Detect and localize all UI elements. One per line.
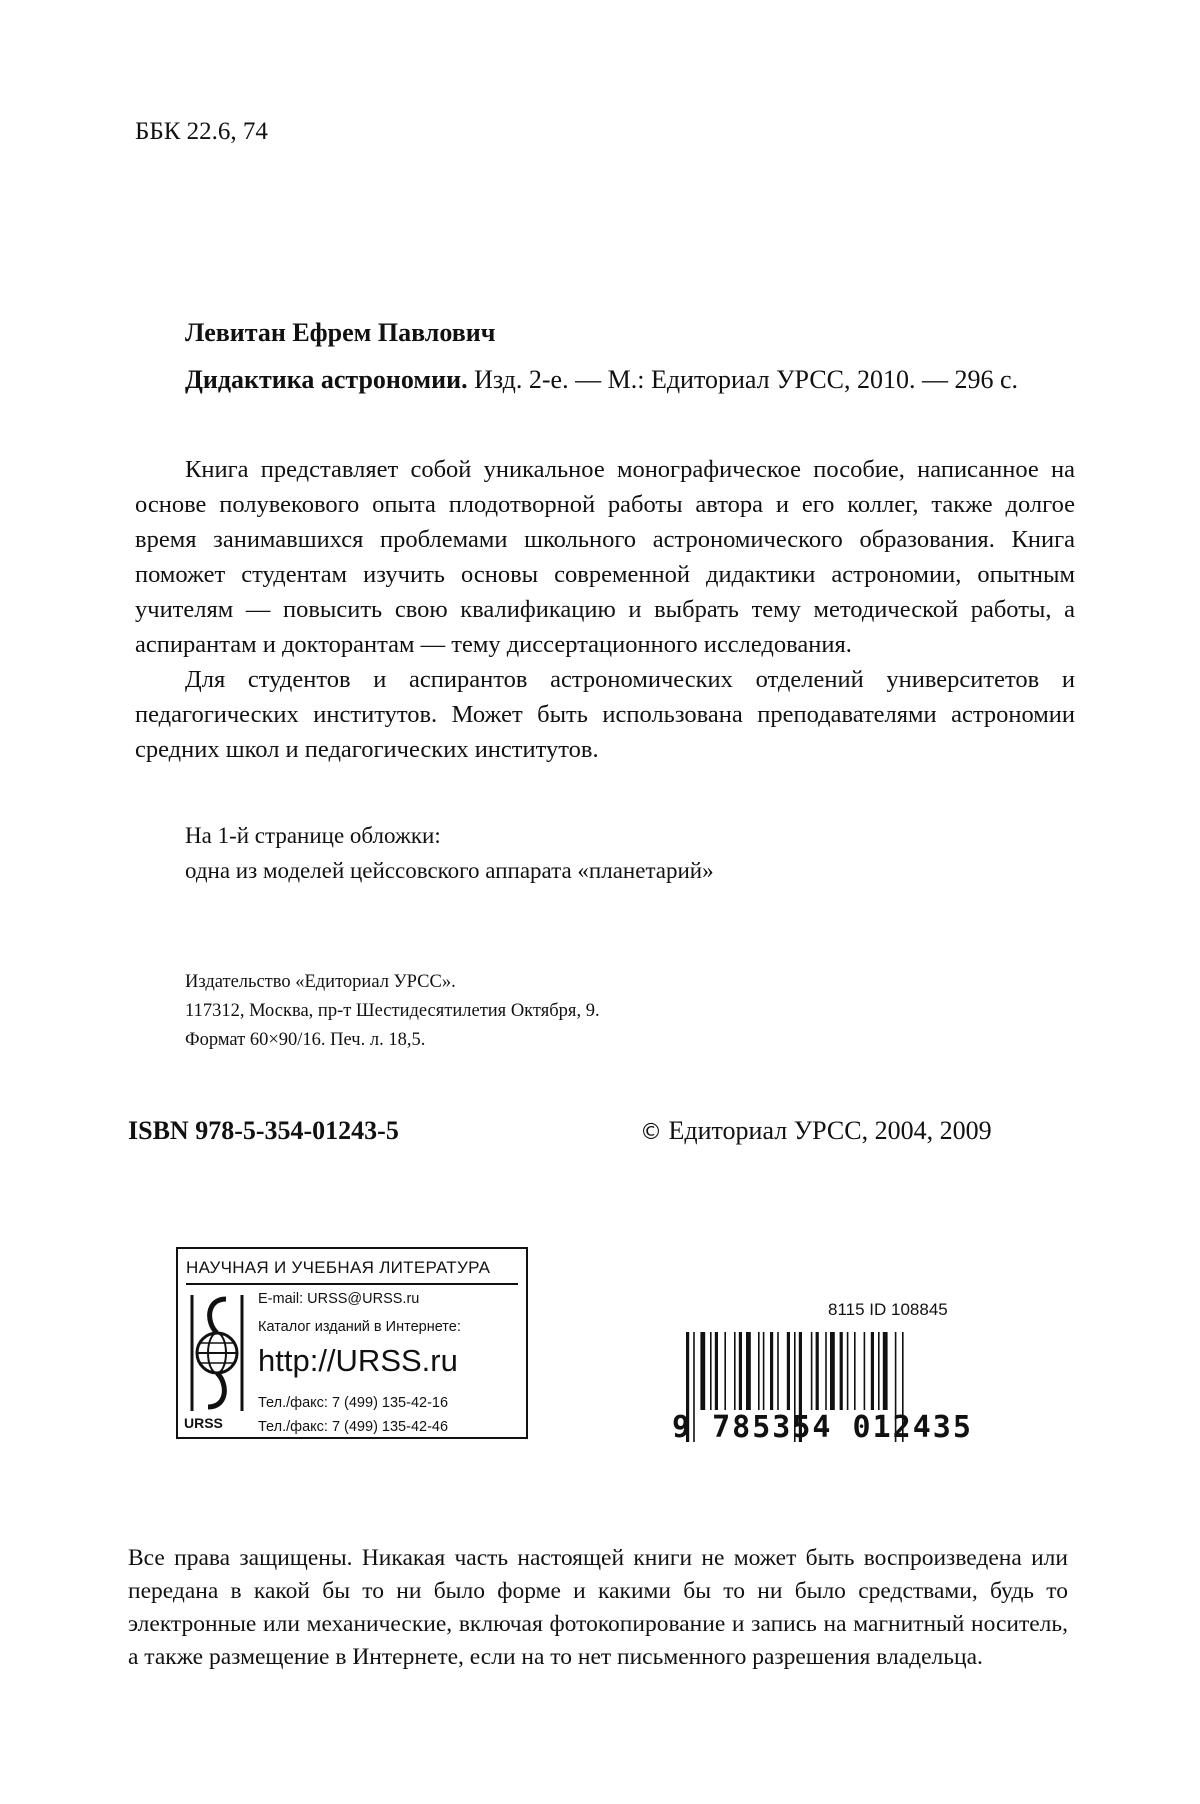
barcode-bar	[777, 1332, 779, 1410]
cover-note-line-1: На 1-й странице обложки:	[185, 823, 441, 848]
barcode-bar	[746, 1332, 751, 1410]
bbk-code: ББК 22.6, 74	[135, 118, 268, 145]
barcode-bar	[715, 1332, 718, 1410]
barcode-bar	[871, 1332, 874, 1410]
barcode-bar	[830, 1332, 835, 1410]
annotation	[135, 452, 1075, 767]
barcode-bar	[811, 1332, 813, 1410]
barcode-bar	[758, 1332, 760, 1410]
urss-contact-box	[176, 1247, 528, 1439]
annotation-paragraph-2: Для студентов и аспирантов астрономических отделений университетов и педагогических институтов. Может быть использована преподавателями астрономии средних школ и педагогических институтов.	[135, 666, 1075, 763]
barcode-bar	[825, 1332, 827, 1410]
print-format: Формат 60×90/16. Печ. л. 18,5.	[185, 1030, 426, 1050]
publisher-info	[185, 968, 600, 1055]
bibliographic-record	[185, 365, 1018, 395]
urss-phone-1: Тел./факс: 7 (499) 135-42-16	[258, 1395, 449, 1411]
copyright-text: Едиториал УРСС, 2004, 2009	[662, 1116, 992, 1145]
barcode-bar	[700, 1332, 705, 1410]
barcode-bar	[854, 1332, 856, 1410]
barcode-bar	[787, 1332, 790, 1410]
barcode-digits: 9 785354 012435	[672, 1410, 973, 1445]
barcode-bar	[710, 1332, 712, 1410]
rights-notice	[128, 1542, 1068, 1674]
barcode-bar	[763, 1332, 765, 1410]
book-title: Дидактика астрономии.	[185, 365, 468, 394]
copyright	[640, 1116, 992, 1146]
barcode-id: 8115 ID 108845	[828, 1300, 948, 1319]
publication-details: Изд. 2-е. — М.: Едиториал УРСС, 2010. — 296 с.	[467, 365, 1019, 394]
urss-logo-text: URSS	[184, 1415, 223, 1431]
barcode-bar	[864, 1332, 866, 1410]
copyright-symbol: ©	[640, 1120, 662, 1145]
barcode-bar	[816, 1332, 819, 1410]
barcode-bar	[847, 1332, 849, 1410]
urss-box-header: НАУЧНАЯ И УЧЕБНАЯ ЛИТЕРАТУРА	[186, 1253, 518, 1285]
barcode-bar	[739, 1332, 742, 1410]
barcode-bar	[878, 1332, 880, 1410]
urss-email: E-mail: URSS@URSS.ru	[258, 1291, 420, 1307]
annotation-paragraph-1: Книга представляет собой уникальное монографическое пособие, написанное на основе полувекового опыта плодотворной работы автора и его коллег, также долгое время занимавшихся проблемами школьного астрономического образования. Книга поможет студентам изучить основы современной дидактики астрономии, опытным учителям — повысить свою квалификацию и выбрать тему методической работы, а аспирантам и докторантам — тему диссертационного исследования.	[135, 456, 1075, 658]
barcode-bar	[883, 1332, 888, 1410]
urss-catalog-label: Каталог изданий в Интернете:	[258, 1319, 461, 1335]
urss-url: http://URSS.ru	[258, 1343, 458, 1378]
barcode-bar	[724, 1332, 726, 1410]
barcode-bar	[734, 1332, 736, 1410]
isbn: ISBN 978-5-354-01243-5	[128, 1116, 399, 1145]
author-name: Левитан Ефрем Павлович	[185, 318, 496, 347]
barcode-bar	[840, 1332, 843, 1410]
urss-phone-2: Тел./факс: 7 (499) 135-42-46	[258, 1419, 449, 1435]
publisher-address: 117312, Москва, пр-т Шестидесятилетия Октября, 9.	[185, 1001, 600, 1021]
cover-note	[185, 818, 714, 888]
publisher-name: Издательство «Едиториал УРСС».	[185, 972, 456, 992]
urss-logo-icon	[186, 1293, 248, 1429]
rights-text: Все права защищены. Никакая часть настоящей книги не может быть воспроизведена или передана в какой бы то ни было форме и какими бы то ни было средствами, будь то электронные или механические, включая фотокопирование и запись на магнитный носитель, а также размещение в Интернете, если на то нет письменного разрешения владельца.	[128, 1545, 1068, 1670]
cover-note-line-2: одна из моделей цейссовского аппарата «планетарий»	[185, 858, 714, 883]
barcode-bar	[770, 1332, 773, 1410]
